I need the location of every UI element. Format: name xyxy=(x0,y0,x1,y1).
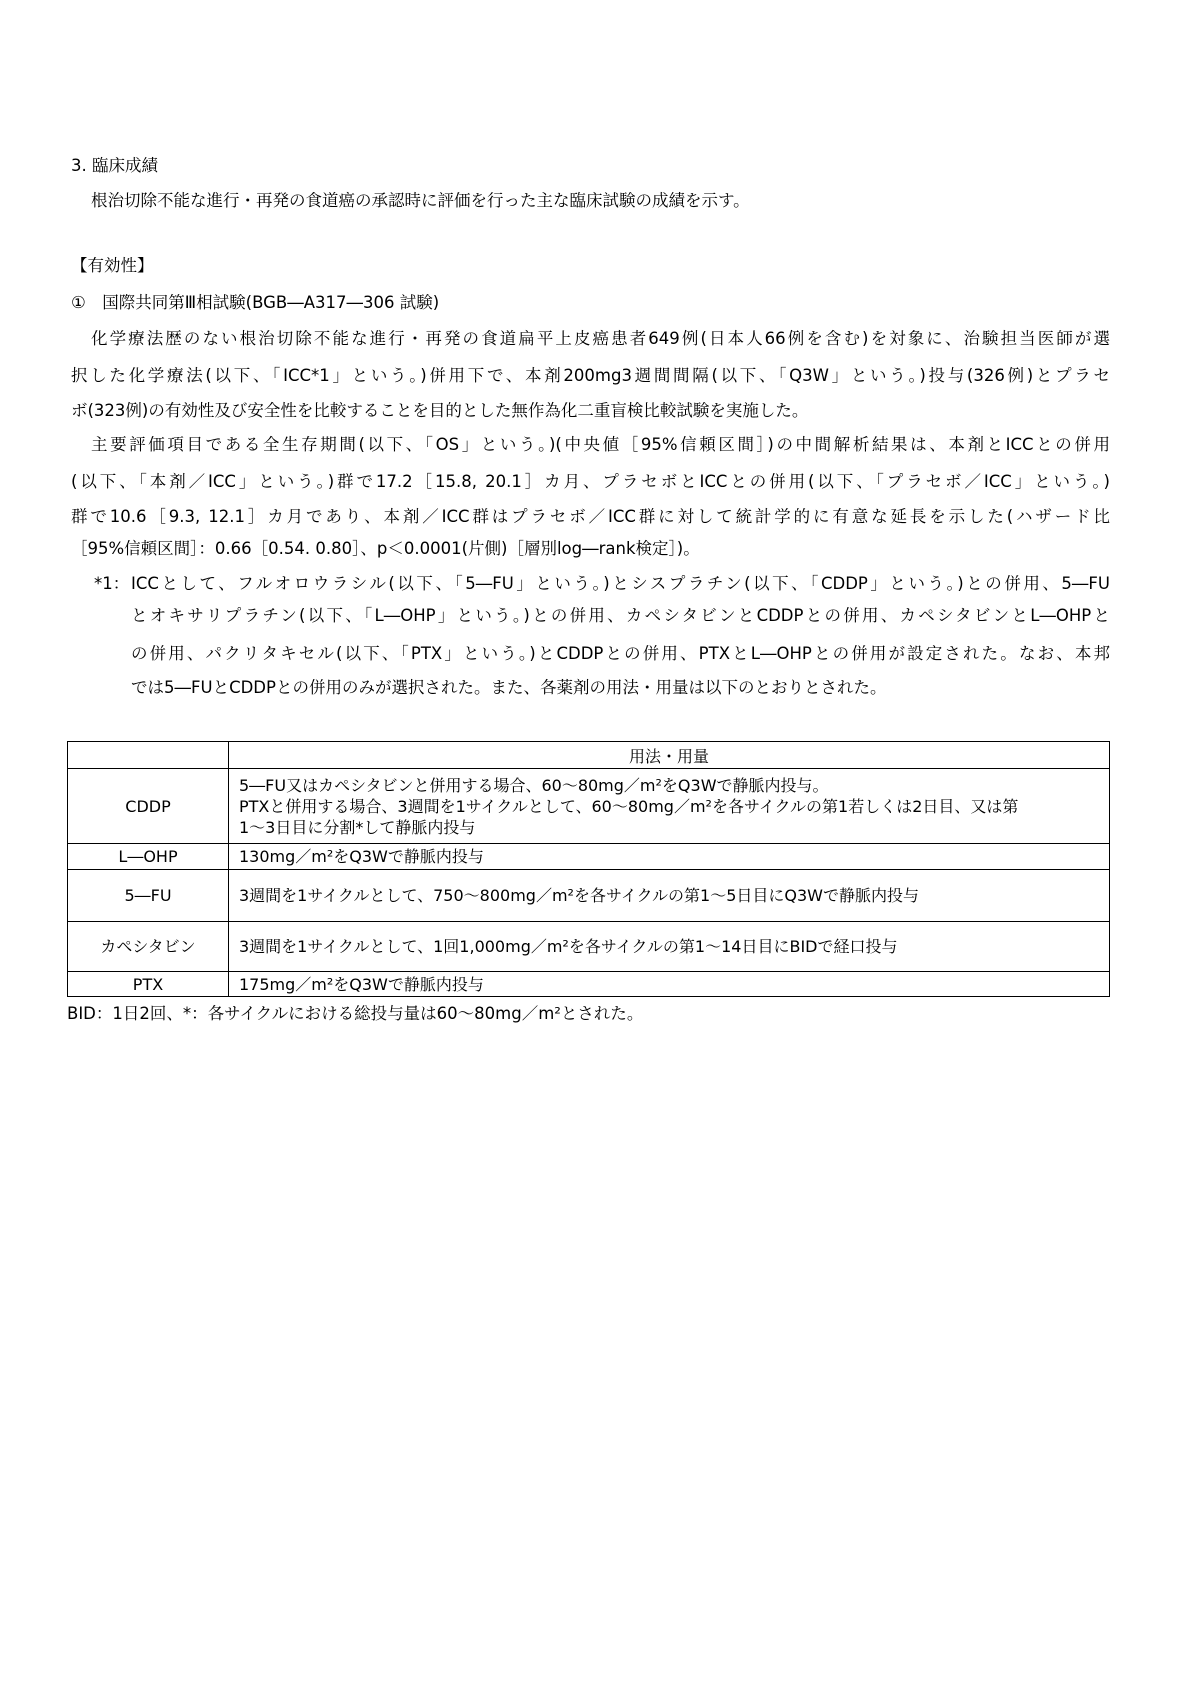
paragraph2-line: 群で10.6［9.3, 12.1］カ月であり、本剤／ICC群はプラセボ／ICC群に対して統計学的に有意な延長を示した(ハザード比 xyxy=(71,507,1110,526)
efficacy-heading: 【有効性】 xyxy=(71,256,154,275)
footnote-line: ICCとして、フルオロウラシル(以下、「5―FU」という。)とシスプラチン(以下、「CDDP」という。)との併用、5―FU xyxy=(131,574,1110,593)
paragraph1-line: 択した化学療法(以下、「ICC*1」という。)併用下で、本剤200mg3週間間隔(以下、「Q3W」という。)投与(326例)とプラセ xyxy=(71,366,1110,385)
dosage-table xyxy=(67,741,1110,997)
dosage-cell: 175mg／m²をQ3Wで静脈内投与 xyxy=(229,972,1110,997)
drug-cell: カペシタビン xyxy=(68,922,229,972)
dosage-cell: 3週間を1サイクルとして、750～800mg／m²を各サイクルの第1～5日目にQ3Wで静脈内投与 xyxy=(229,870,1110,922)
dosage-cell xyxy=(229,769,1110,844)
header-cell-dosage: 用法・用量 xyxy=(229,742,1110,769)
footnote-line: の併用、パクリタキセル(以下、「PTX」という。)とCDDPとの併用、PTXとL―OHPとの併用が設定された。なお、本邦 xyxy=(131,644,1110,663)
section-title: 3. 臨床成績 xyxy=(71,156,158,175)
trial-heading: ① 国際共同第Ⅲ相試験(BGB―A317―306 試験) xyxy=(71,293,440,312)
table-row xyxy=(68,972,1110,997)
drug-cell: PTX xyxy=(68,972,229,997)
footnote-line: では5―FUとCDDPとの併用のみが選択された。また、各薬剤の用法・用量は以下のとおりとされた。 xyxy=(131,678,887,697)
table-row xyxy=(68,844,1110,870)
paragraph2-line: (以下、「本剤／ICC」という。)群で17.2［15.8, 20.1］カ月、プラセボとICCとの併用(以下、「プラセボ／ICC」という。) xyxy=(71,472,1110,491)
table-row xyxy=(68,870,1110,922)
table-row xyxy=(68,922,1110,972)
drug-cell: 5―FU xyxy=(68,870,229,922)
drug-cell: CDDP xyxy=(68,769,229,844)
paragraph1-line: 化学療法歴のない根治切除不能な進行・再発の食道扁平上皮癌患者649例(日本人66例を含む)を対象に、治験担当医師が選 xyxy=(91,329,1110,348)
header-cell-empty xyxy=(68,742,229,769)
paragraph2-line: 主要評価項目である全生存期間(以下、「OS」という。)(中央値［95%信頼区間］)の中間解析結果は、本剤とICCとの併用 xyxy=(91,435,1110,454)
drug-cell: L―OHP xyxy=(68,844,229,870)
dosage-line: PTXと併用する場合、3週間を1サイクルとして、60～80mg／m²を各サイクルの第1若しくは2日目、又は第 xyxy=(239,796,1019,816)
footnote-marker: *1： xyxy=(94,574,130,593)
paragraph2-line: ［95%信頼区間］：0.66［0.54. 0.80］、p＜0.0001(片側)［層別log―rank検定］)。 xyxy=(71,539,700,558)
intro-text: 根治切除不能な進行・再発の食道癌の承認時に評価を行った主な臨床試験の成績を示す。 xyxy=(91,191,750,210)
dosage-cell: 130mg／m²をQ3Wで静脈内投与 xyxy=(229,844,1110,870)
dosage-line: 1～3日目に分割*して静脈内投与 xyxy=(239,817,476,837)
dosage-cell: 3週間を1サイクルとして、1回1,000mg／m²を各サイクルの第1～14日目にBIDで経口投与 xyxy=(229,922,1110,972)
table-note: BID：1日2回、*：各サイクルにおける総投与量は60～80mg／m²とされた。 xyxy=(67,1004,644,1023)
dosage-line: 5―FU又はカペシタビンと併用する場合、60～80mg／m²をQ3Wで静脈内投与。 xyxy=(239,775,829,795)
table-header-row xyxy=(68,742,1110,769)
table-row xyxy=(68,769,1110,844)
paragraph1-line: ボ(323例)の有効性及び安全性を比較することを目的とした無作為化二重盲検比較試験を実施した。 xyxy=(71,401,809,420)
footnote-line: とオキサリプラチン(以下、「L―OHP」という。)との併用、カペシタビンとCDDPとの併用、カペシタビンとL―OHPと xyxy=(131,606,1110,625)
